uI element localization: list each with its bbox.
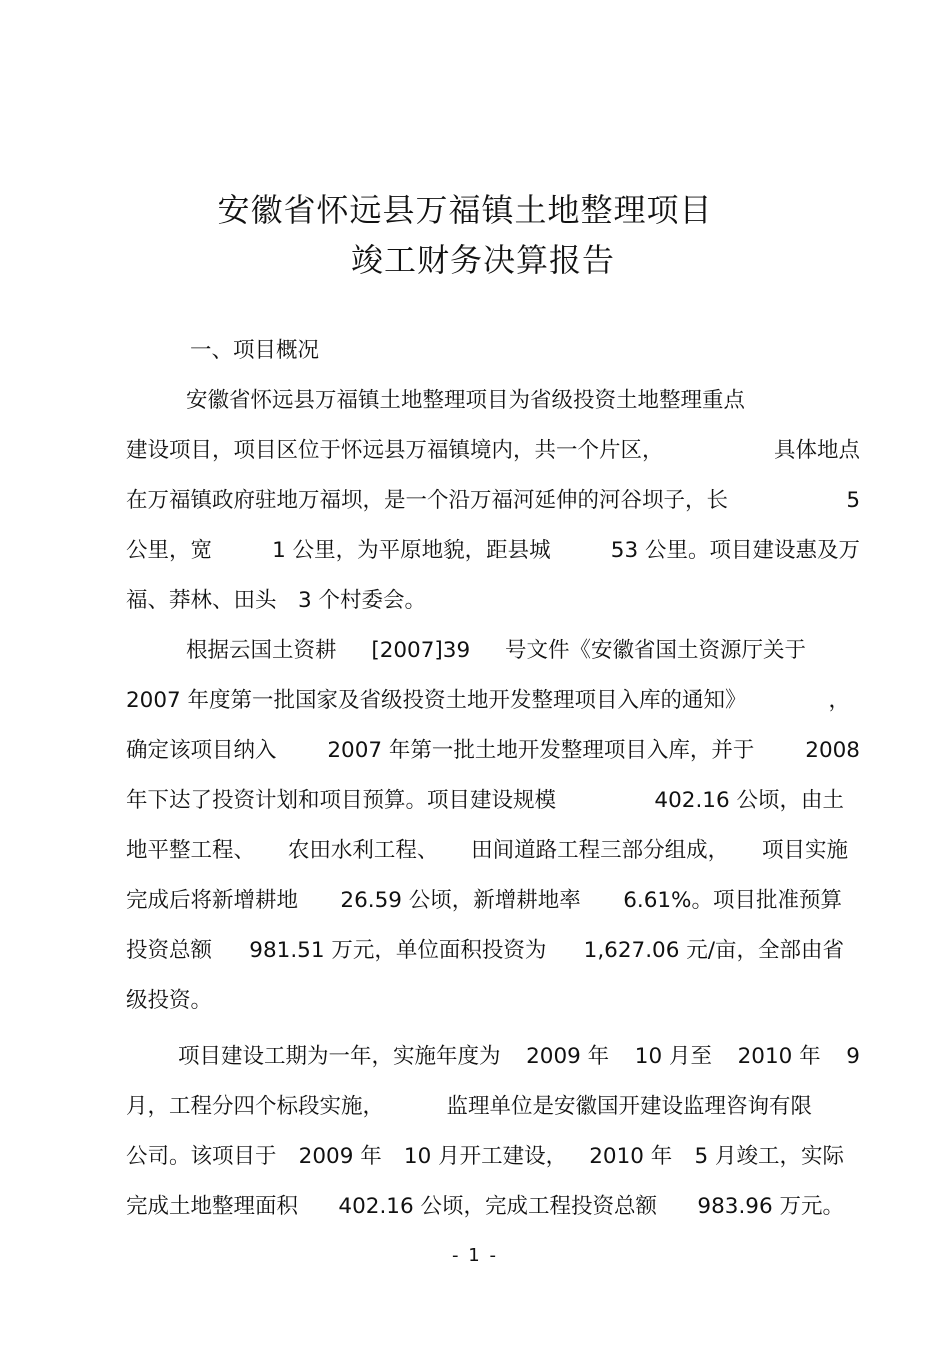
paragraph-line [126,686,850,716]
paragraph-line [126,936,844,966]
text-segment: 983.96 万元。 [697,1194,844,1219]
text-segment: ， [828,688,850,713]
paragraph-line [126,436,860,466]
text-segment: 5 [846,488,860,513]
text-segment: 1 公里，为平原地貌，距县城 [272,538,551,563]
text-segment: 月，工程分四个标段实施， [126,1094,385,1119]
paragraph-line [126,536,860,566]
text-segment: 建设项目，项目区位于怀远县万福镇境内，共一个片区， [126,438,664,463]
text-segment: 项目实施 [761,838,848,863]
text-segment: 402.16 公顷，由土 [654,788,844,813]
paragraph-line [126,1142,844,1172]
text-segment: 10 月至 [634,1044,712,1069]
page-number: - 1 - [452,1245,498,1266]
text-segment: 1,627.06 元/亩，全部由省 [583,938,844,963]
text-segment: 2007 年度第一批国家及省级投资土地开发整理项目入库的通知》 [126,688,747,713]
text-segment: 在万福镇政府驻地万福坝，是一个沿万福河延伸的河谷坝子，长 [126,488,729,513]
text-segment: [2007]39 [371,638,471,663]
text-segment: 公里，宽 [126,538,213,563]
paragraph-line [126,1192,844,1222]
text-segment: 6.61%。项目批准预算 [623,888,842,913]
text-segment: 402.16 公顷，完成工程投资总额 [338,1194,657,1219]
paragraph-line [126,736,860,766]
paragraph-line [178,1042,860,1072]
paragraph-line [126,836,848,866]
text-segment: 确定该项目纳入 [126,738,277,763]
text-segment: 根据云国土资耕 [186,638,337,663]
text-segment: 监理单位是安徽国开建设监理咨询有限 [446,1094,812,1119]
text-segment: 公司。该项目于 [126,1144,277,1169]
text-segment: 2010 年 [589,1144,673,1169]
section-heading: 一、项目概况 [190,338,320,363]
text-segment: 5 月竣工，实际 [694,1144,844,1169]
paragraph-line: 安徽省怀远县万福镇土地整理项目为省级投资土地整理重点 [186,388,746,413]
text-segment: 2008 [805,738,860,763]
text-segment: 完成后将新增耕地 [126,888,299,913]
text-segment: 2009 年 [526,1044,610,1069]
text-segment: 号文件《安徽省国土资源厅关于 [504,638,806,663]
text-segment: 年下达了投资计划和项目预算。项目建设规模 [126,788,557,813]
paragraph-line: 福、莽林、田头 3 个村委会。 [126,588,427,613]
paragraph-line [126,1092,812,1122]
paragraph-line [126,786,844,816]
text-segment: 2010 年 [737,1044,821,1069]
text-segment: 2007 年第一批土地开发整理项目入库，并于 [327,738,755,763]
text-segment: 10 月开工建设， [403,1144,568,1169]
document-title-line-2: 竣工财务决算报告 [350,241,615,279]
text-segment: 2009 年 [298,1144,382,1169]
text-segment: 981.51 万元，单位面积投资为 [249,938,547,963]
text-segment: 完成土地整理面积 [126,1194,299,1219]
paragraph-line [126,886,842,916]
text-segment: 53 公里。项目建设惠及万 [610,538,860,563]
paragraph-line [186,636,806,666]
text-segment: 26.59 公顷，新增耕地率 [340,888,581,913]
text-segment: 田间道路工程三部分组成， [471,838,730,863]
text-segment: 投资总额 [126,938,213,963]
text-segment: 9 [846,1044,860,1069]
text-segment: 农田水利工程、 [287,838,439,863]
text-segment: 地平整工程、 [126,838,256,863]
document-title-line-1: 安徽省怀远县万福镇土地整理项目 [217,191,713,229]
text-segment: 具体地点 [773,438,860,463]
paragraph-line [126,486,860,516]
paragraph-line: 级投资。 [126,988,213,1013]
text-segment: 项目建设工期为一年，实施年度为 [178,1044,501,1069]
